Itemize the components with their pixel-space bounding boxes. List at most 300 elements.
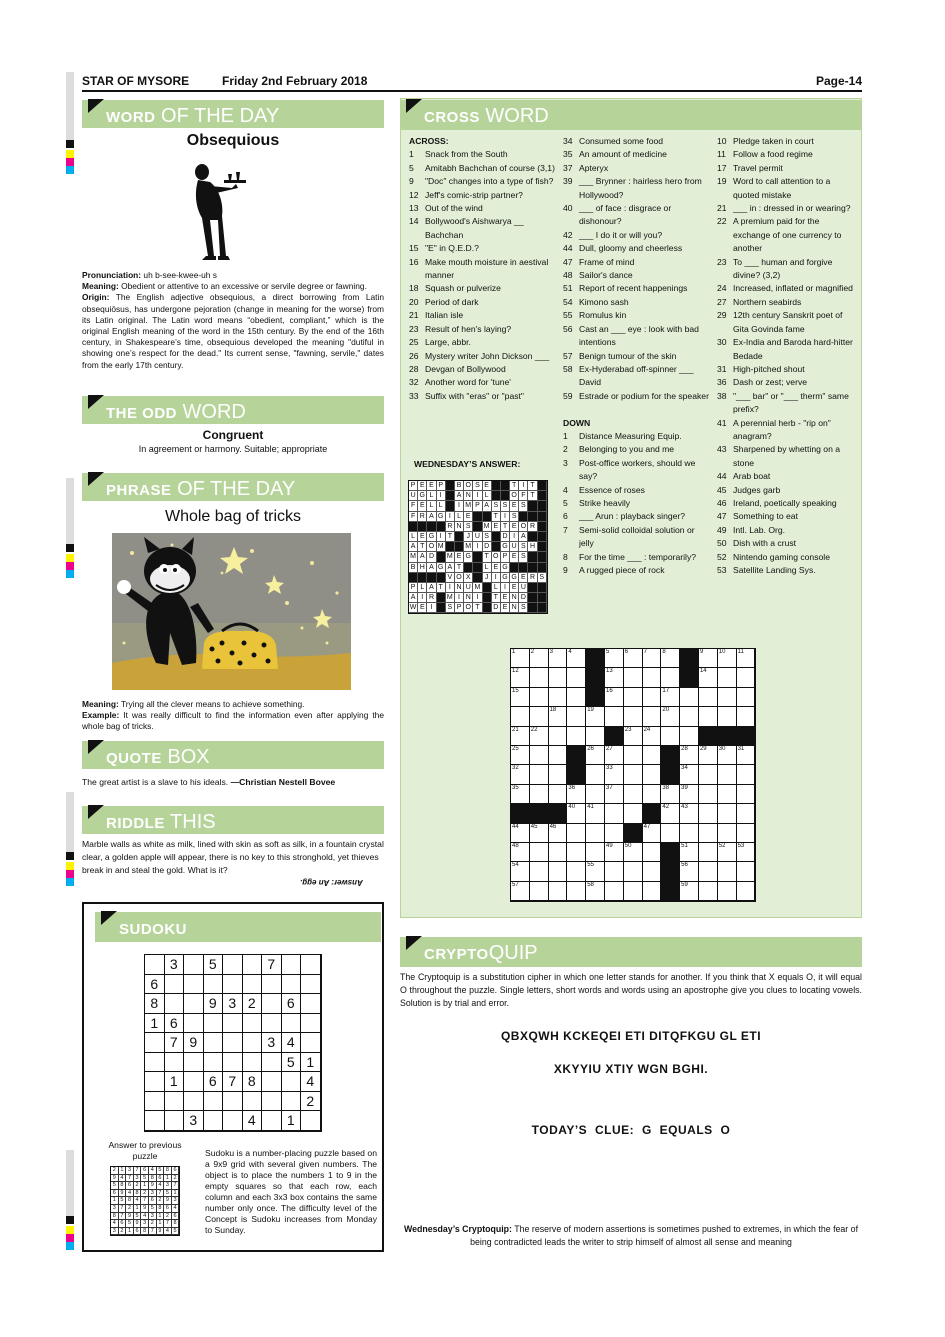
crossword-cell[interactable] — [586, 824, 605, 843]
sudoku-answer-cell: 1 — [157, 1213, 165, 1221]
crossword-cell[interactable] — [699, 882, 718, 901]
crossword-cell[interactable] — [680, 862, 699, 881]
crossword-cell[interactable] — [643, 746, 662, 765]
crossword-cell[interactable] — [737, 727, 756, 746]
sudoku-cell[interactable] — [262, 975, 282, 995]
crossword-cell[interactable] — [586, 804, 605, 823]
sudoku-cell[interactable]: 2 — [301, 1092, 321, 1112]
crossword-cell[interactable] — [530, 882, 549, 901]
crossword-cell[interactable] — [699, 727, 718, 746]
sudoku-cell[interactable] — [243, 955, 263, 975]
crossword-cell[interactable] — [530, 746, 549, 765]
sudoku-cell[interactable] — [301, 1014, 321, 1034]
sudoku-cell[interactable]: 5 — [204, 955, 224, 975]
crossword-cell[interactable] — [605, 862, 624, 881]
sudoku-cell[interactable] — [204, 1053, 224, 1073]
sudoku-cell[interactable]: 1 — [301, 1053, 321, 1073]
crossword-cell[interactable] — [737, 882, 756, 901]
sudoku-cell[interactable] — [165, 1053, 185, 1073]
crossword-cell[interactable] — [586, 746, 605, 765]
crossword-cell[interactable] — [567, 804, 586, 823]
answer-cell: P — [409, 481, 418, 491]
sudoku-answer-cell: 5 — [141, 1175, 149, 1183]
crossword-cell[interactable] — [699, 746, 718, 765]
crossword-cell[interactable] — [605, 824, 624, 843]
crossword-cell[interactable] — [699, 707, 718, 726]
clue-item — [717, 148, 857, 161]
crossword-cell[interactable] — [586, 765, 605, 784]
crossword-cell[interactable] — [567, 668, 586, 687]
answer-cell: O — [455, 573, 464, 583]
cell-number: 7 — [643, 649, 647, 655]
sudoku-cell[interactable] — [145, 1033, 165, 1053]
sudoku-cell[interactable] — [204, 1111, 224, 1131]
banner-bold: PHRASE — [106, 482, 172, 499]
sudoku-cell[interactable] — [184, 1092, 204, 1112]
crossword-cell[interactable] — [737, 765, 756, 784]
sudoku-cell[interactable]: 9 — [204, 994, 224, 1014]
crossword-cell[interactable] — [549, 804, 568, 823]
sudoku-answer-cell: 6 — [119, 1220, 127, 1228]
sudoku-cell[interactable]: 4 — [301, 1072, 321, 1092]
crossword-cell[interactable] — [549, 843, 568, 862]
crossword-cell[interactable] — [661, 688, 680, 707]
crossword-cell[interactable] — [605, 668, 624, 687]
clues-col1 — [409, 135, 555, 403]
sudoku-cell[interactable] — [262, 1072, 282, 1092]
sudoku-cell[interactable] — [223, 1033, 243, 1053]
sudoku-cell[interactable] — [204, 975, 224, 995]
black-mark — [66, 1216, 74, 1224]
clue-text: Word to call attention to a quoted mistake — [733, 176, 831, 200]
crossword-cell[interactable] — [549, 746, 568, 765]
crossword-cell[interactable] — [643, 765, 662, 784]
crossword-cell[interactable] — [680, 843, 699, 862]
crossword-cell[interactable] — [511, 727, 530, 746]
sudoku-cell[interactable]: 3 — [184, 1111, 204, 1131]
crossword-cell[interactable] — [737, 707, 756, 726]
crossword-cell[interactable] — [680, 785, 699, 804]
crossword-cell[interactable] — [699, 862, 718, 881]
sudoku-cell[interactable] — [165, 975, 185, 995]
crossword-cell[interactable] — [511, 824, 530, 843]
answer-cell: I — [437, 491, 446, 501]
cell-number: 31 — [737, 745, 745, 752]
crossword-cell[interactable] — [661, 765, 680, 784]
answer-cell: E — [418, 603, 427, 613]
crossword-cell[interactable] — [624, 804, 643, 823]
crossword-cell[interactable] — [586, 727, 605, 746]
sudoku-cell[interactable]: 2 — [243, 994, 263, 1014]
sudoku-cell[interactable]: 3 — [262, 1033, 282, 1053]
crossword-cell[interactable] — [699, 688, 718, 707]
crossword-cell[interactable] — [643, 707, 662, 726]
cell-number: 13 — [605, 668, 613, 675]
crossword-cell[interactable] — [530, 862, 549, 881]
sudoku-answer-cell: 8 — [126, 1197, 134, 1205]
sudoku-cell[interactable] — [165, 1111, 185, 1131]
sudoku-cell[interactable] — [223, 1111, 243, 1131]
crossword-cell[interactable] — [567, 843, 586, 862]
crossword-cell[interactable] — [567, 688, 586, 707]
crossword-cell[interactable] — [549, 824, 568, 843]
crossword-cell[interactable] — [699, 824, 718, 843]
crossword-cell[interactable] — [624, 707, 643, 726]
crossword-cell[interactable] — [549, 649, 568, 668]
cell-number: 12 — [512, 668, 519, 675]
answer-cell: I — [446, 583, 455, 593]
crossword-cell[interactable] — [718, 746, 737, 765]
sudoku-cell[interactable]: 7 — [262, 955, 282, 975]
crossword-cell[interactable] — [737, 649, 756, 668]
crossword-cell[interactable] — [661, 843, 680, 862]
crossword-cell[interactable] — [643, 862, 662, 881]
clue-text: Strike heavily — [579, 497, 631, 508]
sudoku-cell[interactable]: 4 — [243, 1111, 263, 1131]
crossword-cell[interactable] — [718, 862, 737, 881]
crossword-cell[interactable] — [718, 688, 737, 707]
clue-text: Travel permit — [733, 162, 783, 173]
crossword-cell[interactable] — [737, 824, 756, 843]
crossword-cell[interactable] — [530, 668, 549, 687]
crossword-cell[interactable] — [586, 688, 605, 707]
answer-cell: M — [409, 552, 418, 562]
crossword-cell[interactable] — [530, 707, 549, 726]
sudoku-cell[interactable] — [184, 1014, 204, 1034]
crossword-cell[interactable] — [530, 824, 549, 843]
crossword-cell[interactable] — [511, 668, 530, 687]
sudoku-answer-cell: 2 — [126, 1205, 134, 1213]
sudoku-cell[interactable]: 3 — [165, 955, 185, 975]
sudoku-cell[interactable]: 3 — [223, 994, 243, 1014]
crossword-cell[interactable] — [661, 668, 680, 687]
crossword-cell[interactable] — [511, 765, 530, 784]
crossword-cell[interactable] — [567, 746, 586, 765]
cell-number: 30 — [718, 745, 726, 752]
crossword-cell[interactable] — [624, 824, 643, 843]
crossword-cell[interactable] — [718, 843, 737, 862]
crossword-cell[interactable] — [586, 649, 605, 668]
crossword-cell[interactable] — [643, 882, 662, 901]
crossword-cell[interactable] — [699, 765, 718, 784]
crossword-cell[interactable] — [549, 882, 568, 901]
sudoku-cell[interactable]: 8 — [145, 994, 165, 1014]
sudoku-cell[interactable]: 6 — [204, 1072, 224, 1092]
crossword-cell[interactable] — [624, 649, 643, 668]
phrase-title: Whole bag of tricks — [164, 508, 302, 525]
sudoku-cell[interactable]: 1 — [165, 1072, 185, 1092]
crossword-cell[interactable] — [549, 727, 568, 746]
crossword-cell[interactable] — [567, 765, 586, 784]
sudoku-cell[interactable] — [262, 1053, 282, 1073]
answer-cell: N — [464, 593, 473, 603]
sudoku-cell[interactable] — [184, 975, 204, 995]
crossword-cell[interactable] — [624, 785, 643, 804]
crossword-cell[interactable] — [567, 882, 586, 901]
crossword-cell[interactable] — [643, 843, 662, 862]
crossword-cell[interactable] — [661, 824, 680, 843]
sudoku-cell[interactable] — [165, 994, 185, 1014]
crossword-cell[interactable] — [605, 882, 624, 901]
crossword-cell[interactable] — [605, 649, 624, 668]
sudoku-cell[interactable] — [262, 1014, 282, 1034]
sudoku-cell[interactable] — [145, 1072, 165, 1092]
crossword-cell[interactable] — [511, 843, 530, 862]
crossword-cell[interactable] — [737, 688, 756, 707]
sudoku-cell[interactable] — [301, 1033, 321, 1053]
crossword-cell[interactable] — [549, 688, 568, 707]
crossword-cell[interactable] — [661, 727, 680, 746]
sudoku-cell[interactable]: 7 — [223, 1072, 243, 1092]
sudoku-cell[interactable] — [262, 994, 282, 1014]
crossword-cell[interactable] — [680, 882, 699, 901]
crossword-cell[interactable] — [737, 804, 756, 823]
sudoku-cell[interactable]: 4 — [282, 1033, 302, 1053]
crossword-cell[interactable] — [643, 649, 662, 668]
crossword-cell[interactable] — [680, 824, 699, 843]
answer-cell — [483, 593, 492, 603]
crossword-cell[interactable] — [624, 862, 643, 881]
sudoku-cell[interactable] — [204, 1092, 224, 1112]
sudoku-cell[interactable] — [301, 975, 321, 995]
sudoku-cell[interactable] — [145, 1111, 165, 1131]
crossword-cell[interactable] — [661, 882, 680, 901]
crossword-cell[interactable] — [737, 746, 756, 765]
crossword-cell[interactable] — [699, 804, 718, 823]
crossword-cell[interactable] — [511, 862, 530, 881]
crossword-cell[interactable] — [605, 746, 624, 765]
answer-cell: L — [455, 512, 464, 522]
crossword-cell[interactable] — [661, 746, 680, 765]
answer-cell: L — [427, 501, 436, 511]
crossword-grid — [510, 648, 756, 902]
clue-item — [563, 510, 709, 523]
sudoku-cell[interactable] — [282, 955, 302, 975]
crossword-cell[interactable] — [586, 785, 605, 804]
crossword-cell[interactable] — [530, 785, 549, 804]
crossword-cell[interactable] — [567, 727, 586, 746]
crossword-cell[interactable] — [680, 688, 699, 707]
crossword-cell[interactable] — [605, 804, 624, 823]
crossword-cell[interactable] — [624, 688, 643, 707]
across-label: ACROSS: — [409, 136, 449, 146]
crossword-cell[interactable] — [605, 707, 624, 726]
crossword-cell[interactable] — [661, 804, 680, 823]
sudoku-cell[interactable] — [243, 1053, 263, 1073]
crossword-cell[interactable] — [549, 765, 568, 784]
sudoku-cell[interactable] — [184, 994, 204, 1014]
sudoku-cell[interactable]: 6 — [282, 994, 302, 1014]
crossword-cell[interactable] — [661, 785, 680, 804]
crossword-cell[interactable] — [586, 707, 605, 726]
crossword-cell[interactable] — [643, 688, 662, 707]
crossword-cell[interactable] — [680, 649, 699, 668]
sudoku-cell[interactable] — [282, 1072, 302, 1092]
clue-item — [717, 484, 857, 497]
sudoku-cell[interactable] — [223, 955, 243, 975]
crossword-cell[interactable] — [737, 862, 756, 881]
clue-text: Dull, gloomy and cheerless — [579, 243, 683, 254]
crossword-cell[interactable] — [718, 824, 737, 843]
crossword-cell[interactable] — [567, 707, 586, 726]
crossword-cell[interactable] — [586, 668, 605, 687]
crossword-cell[interactable] — [511, 785, 530, 804]
crossword-cell[interactable] — [718, 668, 737, 687]
sudoku-cell[interactable] — [282, 975, 302, 995]
sudoku-cell[interactable] — [243, 1033, 263, 1053]
crossword-cell[interactable] — [718, 882, 737, 901]
crossword-cell[interactable] — [624, 843, 643, 862]
black-mark — [66, 852, 74, 860]
crossword-cell[interactable] — [549, 785, 568, 804]
sudoku-cell[interactable] — [145, 1092, 165, 1112]
sudoku-cell[interactable] — [223, 1014, 243, 1034]
crossword-cell[interactable] — [530, 765, 549, 784]
crossword-cell[interactable] — [737, 785, 756, 804]
crossword-cell[interactable] — [567, 824, 586, 843]
clue-item — [409, 202, 555, 215]
crossword-cell[interactable] — [699, 785, 718, 804]
crossword-cell[interactable] — [624, 668, 643, 687]
crossword-cell[interactable] — [511, 746, 530, 765]
crossword-cell[interactable] — [699, 843, 718, 862]
sudoku-cell[interactable] — [184, 1053, 204, 1073]
clue-number: 5 — [563, 497, 568, 508]
sudoku-cell[interactable] — [204, 1033, 224, 1053]
crossword-cell[interactable] — [718, 765, 737, 784]
crossword-cell[interactable] — [643, 668, 662, 687]
crossword-cell[interactable] — [643, 804, 662, 823]
answer-cell: O — [427, 542, 436, 552]
crossword-cell[interactable] — [624, 765, 643, 784]
crossword-cell[interactable] — [586, 843, 605, 862]
crossword-cell[interactable] — [511, 649, 530, 668]
sudoku-cell[interactable] — [243, 1014, 263, 1034]
clue-item — [563, 202, 709, 229]
sudoku-answer-cell: 8 — [172, 1220, 180, 1228]
crossword-cell[interactable] — [511, 804, 530, 823]
sudoku-answer-cell: 3 — [111, 1205, 119, 1213]
crossword-cell[interactable] — [643, 727, 662, 746]
crossword-cell[interactable] — [737, 668, 756, 687]
crossword-cell[interactable] — [680, 727, 699, 746]
crossword-cell[interactable] — [718, 707, 737, 726]
crossword-cell[interactable] — [624, 727, 643, 746]
sudoku-cell[interactable] — [145, 955, 165, 975]
sudoku-cell[interactable] — [223, 975, 243, 995]
sudoku-cell[interactable] — [282, 1014, 302, 1034]
crossword-cell[interactable] — [624, 746, 643, 765]
sudoku-cell[interactable] — [204, 1014, 224, 1034]
crossword-cell[interactable] — [737, 843, 756, 862]
clue-text: Arab boat — [733, 471, 771, 482]
crossword-cell[interactable] — [699, 649, 718, 668]
crossword-cell[interactable] — [605, 727, 624, 746]
crossword-cell[interactable] — [699, 668, 718, 687]
crossword-cell[interactable] — [718, 804, 737, 823]
answer-cell: I — [473, 542, 482, 552]
crossword-cell[interactable] — [680, 765, 699, 784]
crossword-cell[interactable] — [643, 785, 662, 804]
sudoku-cell[interactable] — [301, 955, 321, 975]
sudoku-cell[interactable] — [165, 1092, 185, 1112]
crossword-cell[interactable] — [605, 765, 624, 784]
crossword-cell[interactable] — [718, 649, 737, 668]
answer-cell: O — [464, 481, 473, 491]
crossword-cell[interactable] — [624, 882, 643, 901]
crossword-cell[interactable] — [661, 649, 680, 668]
sudoku-cell[interactable] — [282, 1092, 302, 1112]
crossword-cell[interactable] — [605, 688, 624, 707]
clue-item — [563, 162, 709, 175]
crossword-cell[interactable] — [680, 707, 699, 726]
sudoku-cell[interactable] — [301, 994, 321, 1014]
sudoku-cell[interactable]: 6 — [165, 1014, 185, 1034]
sudoku-cell[interactable] — [223, 1053, 243, 1073]
down-label: DOWN — [563, 417, 591, 428]
crossword-cell[interactable] — [530, 727, 549, 746]
crossword-cell[interactable] — [549, 862, 568, 881]
crossword-cell[interactable] — [661, 707, 680, 726]
banner-rest: OF THE DAY — [155, 105, 280, 127]
sudoku-cell[interactable] — [184, 1072, 204, 1092]
sudoku-cell[interactable] — [223, 1092, 243, 1112]
sudoku-cell[interactable]: 5 — [282, 1053, 302, 1073]
crossword-cell[interactable] — [549, 668, 568, 687]
crossword-cell[interactable] — [605, 843, 624, 862]
sudoku-cell[interactable] — [184, 955, 204, 975]
crossword-cell[interactable] — [680, 746, 699, 765]
crossword-cell[interactable] — [718, 785, 737, 804]
sudoku-cell[interactable]: 6 — [145, 975, 165, 995]
crossword-cell[interactable] — [511, 882, 530, 901]
sudoku-cell[interactable] — [243, 975, 263, 995]
crossword-cell[interactable] — [680, 668, 699, 687]
crossword-cell[interactable] — [530, 843, 549, 862]
sudoku-cell[interactable] — [301, 1111, 321, 1131]
crossword-cell[interactable] — [567, 649, 586, 668]
sudoku-cell[interactable]: 1 — [145, 1014, 165, 1034]
crossword-cell[interactable] — [661, 862, 680, 881]
crossword-cell[interactable] — [605, 785, 624, 804]
sudoku-cell[interactable]: 1 — [282, 1111, 302, 1131]
crossword-cell[interactable] — [530, 649, 549, 668]
crossword-cell[interactable] — [511, 707, 530, 726]
sudoku-answer-cell: 3 — [126, 1167, 134, 1175]
crossword-cell[interactable] — [549, 707, 568, 726]
sudoku-answer-cell: 4 — [172, 1205, 180, 1213]
crossword-cell[interactable] — [586, 882, 605, 901]
crossword-cell[interactable] — [530, 804, 549, 823]
sudoku-cell[interactable]: 8 — [243, 1072, 263, 1092]
sudoku-cell[interactable]: 7 — [165, 1033, 185, 1053]
crossword-cell[interactable] — [511, 688, 530, 707]
answer-cell: I — [437, 532, 446, 542]
crossword-cell[interactable] — [567, 785, 586, 804]
sudoku-cell[interactable] — [243, 1092, 263, 1112]
sudoku-cell[interactable] — [145, 1053, 165, 1073]
sudoku-cell[interactable]: 9 — [184, 1033, 204, 1053]
crossword-cell[interactable] — [680, 804, 699, 823]
crossword-cell[interactable] — [643, 824, 662, 843]
sudoku-cell[interactable] — [262, 1111, 282, 1131]
clue-number: 1 — [563, 430, 568, 441]
sudoku-cell[interactable] — [262, 1092, 282, 1112]
crossword-cell[interactable] — [718, 727, 737, 746]
crossword-cell[interactable] — [530, 688, 549, 707]
crossword-cell[interactable] — [567, 862, 586, 881]
crossword-cell[interactable] — [586, 862, 605, 881]
